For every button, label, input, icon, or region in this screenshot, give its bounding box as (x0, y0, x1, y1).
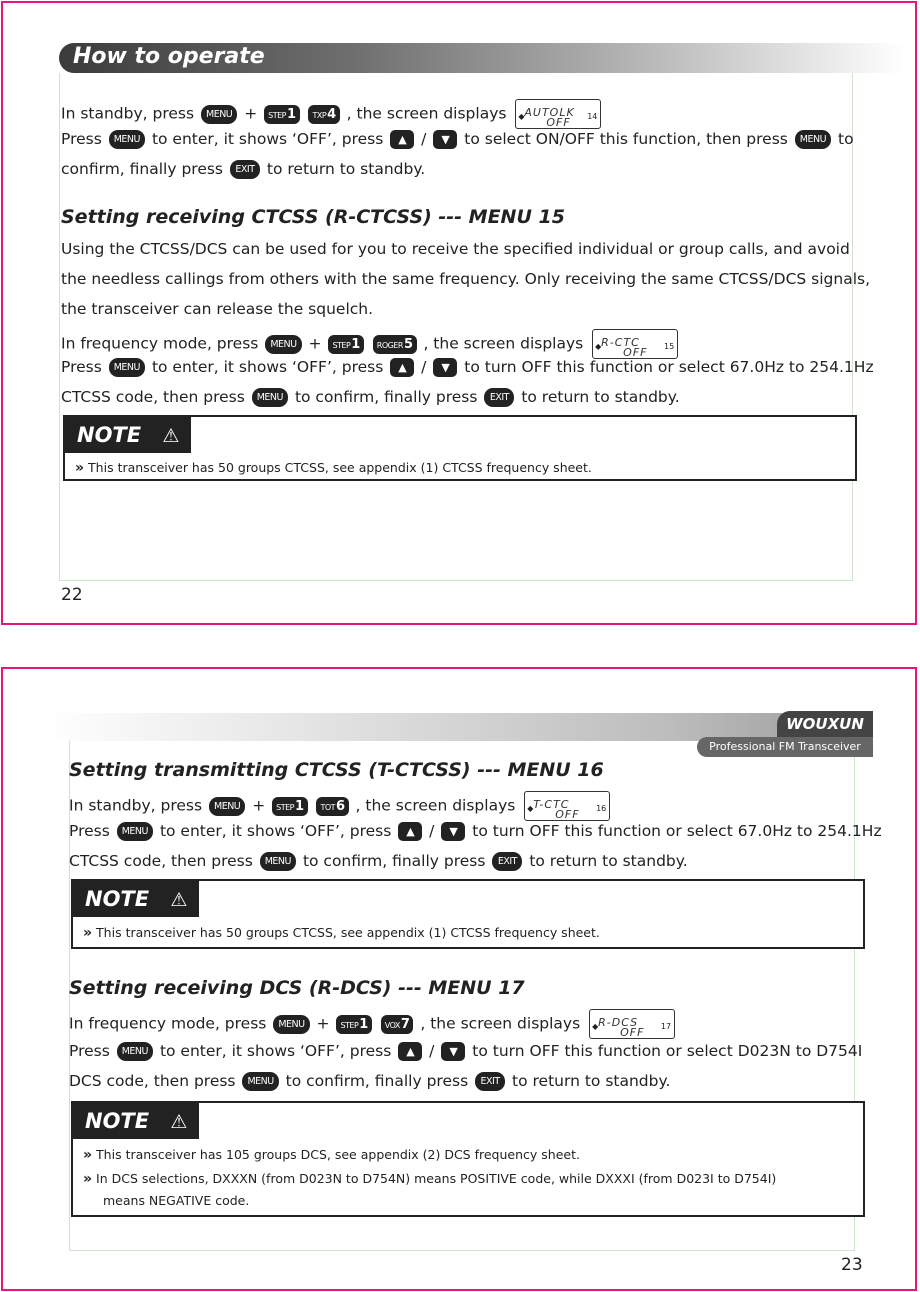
lcd-display-r-dcs (589, 1009, 675, 1039)
step-1-key-icon (272, 797, 307, 816)
key-digit: 4 (327, 106, 336, 122)
up-arrow-key-icon: ▲ (390, 130, 414, 149)
menu-key-icon: MENU (242, 1072, 278, 1091)
key-label: TOT (320, 802, 336, 812)
roger-5-key-icon (373, 335, 417, 354)
note-box (71, 879, 865, 949)
t-ctcss-line-1 (69, 791, 610, 821)
text: to select ON/OFF this function, then press (464, 130, 788, 148)
note-box (63, 415, 857, 481)
lcd-display-r-ctcss (592, 329, 678, 359)
vox-7-key-icon (381, 1015, 414, 1034)
step-1-key-icon (264, 105, 299, 124)
text: to return to standby. (529, 852, 688, 870)
note-box (71, 1101, 865, 1217)
text: In standby, press (61, 104, 195, 123)
menu-key-icon: MENU (201, 105, 237, 124)
key-label: STEP (276, 802, 294, 812)
key-label: STEP (332, 340, 351, 350)
menu-key-icon: MENU (209, 797, 245, 816)
key-digit: 1 (359, 1016, 368, 1032)
section-heading-r-ctcss: Setting receiving CTCSS (R-CTCSS) --- MENU 15 (61, 206, 565, 228)
r-ctcss-line-3 (61, 387, 680, 407)
text: Press (69, 1042, 110, 1060)
lcd-menu-number: 14 (587, 112, 598, 121)
up-arrow-key-icon: ▲ (390, 358, 414, 377)
note-title (73, 881, 199, 917)
autolock-line-2 (61, 129, 854, 149)
r-ctcss-paragraph-1: Using the CTCSS/DCS can be used for you to receive the specified individual or group calls, and avoid (61, 240, 850, 258)
lcd-indicator-icon: ◆ (592, 1022, 599, 1031)
text: In standby, press (69, 796, 203, 815)
section-heading-r-dcs: Setting receiving DCS (R-DCS) --- MENU 17 (69, 977, 525, 999)
lcd-top-text: R-CTC (601, 336, 640, 349)
text: , the screen displays (355, 796, 516, 815)
menu-key-icon: MENU (117, 822, 153, 841)
exit-key-icon: EXIT (230, 160, 260, 179)
wouxun-logo: WOUXUN (777, 711, 873, 737)
menu-key-icon: MENU (273, 1015, 309, 1034)
lcd-bottom-text: OFF (555, 808, 580, 821)
text: , the screen displays (346, 104, 507, 123)
note-item-text: This transceiver has 105 groups DCS, see appendix (2) DCS frequency sheet. (96, 1147, 580, 1162)
text: to confirm, finally press (285, 1072, 469, 1090)
slash: / (429, 1042, 435, 1060)
lcd-top-text: AUTOLK (524, 106, 575, 119)
exit-key-icon: EXIT (484, 388, 514, 407)
key-label: STEP (268, 110, 286, 120)
autolock-line-1 (61, 99, 601, 129)
key-digit: 5 (403, 336, 413, 352)
text: to turn OFF this function or select 67.0Hz to 254.1Hz (464, 358, 874, 376)
note-item-text: In DCS selections, DXXXN (from D023N to D754N) means POSITIVE code, while DXXXI (from D023I to D754I) (96, 1171, 777, 1186)
note-item (83, 1147, 580, 1163)
menu-key-icon: MENU (252, 388, 288, 407)
menu-key-icon: MENU (117, 1042, 153, 1061)
menu-key-icon: MENU (109, 130, 145, 149)
text: , the screen displays (423, 334, 584, 353)
chevron-right-icon: » (83, 925, 93, 941)
note-item-text: This transceiver has 50 groups CTCSS, see appendix (1) CTCSS frequency sheet. (88, 460, 592, 475)
step-1-key-icon (328, 335, 363, 354)
lcd-display-t-ctcss (524, 791, 610, 821)
up-arrow-key-icon: ▲ (398, 822, 422, 841)
key-label: ROGER (376, 340, 403, 350)
r-dcs-line-1 (69, 1009, 675, 1039)
note-title (73, 1103, 199, 1139)
text: DCS code, then press (69, 1072, 236, 1090)
key-digit: 6 (336, 798, 345, 814)
warning-icon: ⚠ (162, 425, 180, 447)
step-1-key-icon (336, 1015, 371, 1034)
note-title-text: NOTE (85, 1109, 150, 1133)
text: to return to standby. (512, 1072, 671, 1090)
r-ctcss-line-2 (61, 357, 874, 377)
text: to enter, it shows ‘OFF’, press (151, 358, 384, 376)
lcd-menu-number: 15 (663, 342, 675, 351)
manual-page-22 (1, 1, 917, 625)
text: , the screen displays (420, 1014, 581, 1033)
lcd-display-autolock (515, 99, 601, 129)
t-ctcss-line-2 (69, 821, 882, 841)
text: to enter, it shows ‘OFF’, press (159, 1042, 392, 1060)
text: to return to standby. (266, 160, 426, 178)
note-item (83, 925, 600, 941)
menu-key-icon: MENU (109, 358, 145, 377)
r-dcs-line-2 (69, 1041, 862, 1061)
r-ctcss-paragraph-3: the transceiver can release the squelch. (61, 300, 374, 318)
text: CTCSS code, then press (69, 852, 253, 870)
slash: / (421, 358, 427, 376)
lcd-indicator-icon: ◆ (527, 804, 534, 813)
text: to confirm, finally press (302, 852, 486, 870)
lcd-top-text: T-CTC (533, 798, 570, 811)
text: confirm, finally press (61, 160, 224, 178)
plus-sign: + (316, 1014, 330, 1033)
autolock-line-3 (61, 159, 425, 179)
note-item-text: This transceiver has 50 groups CTCSS, see appendix (1) CTCSS frequency sheet. (96, 925, 600, 940)
text: to enter, it shows ‘OFF’, press (151, 130, 384, 148)
manual-page-23 (1, 667, 917, 1291)
down-arrow-key-icon: ▼ (441, 822, 465, 841)
t-ctcss-line-3 (69, 851, 688, 871)
text: Press (69, 822, 110, 840)
slash: / (429, 822, 435, 840)
brand-tagline: Professional FM Transceiver (697, 737, 873, 757)
up-arrow-key-icon: ▲ (398, 1042, 422, 1061)
r-dcs-line-3 (69, 1071, 670, 1091)
key-label: TXP (312, 110, 327, 120)
lcd-bottom-text: OFF (546, 116, 571, 129)
section-banner (59, 43, 905, 73)
plus-sign: + (308, 334, 322, 353)
key-digit: 1 (286, 106, 296, 122)
key-label: VOX (384, 1020, 400, 1030)
lcd-menu-number: 16 (596, 804, 607, 813)
page-number: 22 (61, 585, 83, 605)
text: CTCSS code, then press (61, 388, 245, 406)
note-title-text: NOTE (85, 887, 150, 911)
r-ctcss-paragraph-2: the needless callings from others with the same frequency. Only receiving the same CTCSS/DCS signals, (61, 270, 871, 288)
note-title-text: NOTE (77, 423, 142, 447)
note-item-continuation: means NEGATIVE code. (103, 1193, 250, 1208)
section-heading-t-ctcss: Setting transmitting CTCSS (T-CTCSS) --- MENU 16 (69, 759, 604, 781)
tot-6-key-icon (316, 797, 348, 816)
lcd-menu-number: 17 (660, 1022, 672, 1031)
chevron-right-icon: » (83, 1147, 93, 1163)
lcd-indicator-icon: ◆ (518, 112, 525, 121)
exit-key-icon: EXIT (492, 852, 522, 871)
lcd-top-text: R-DCS (598, 1016, 639, 1029)
down-arrow-key-icon: ▼ (441, 1042, 465, 1061)
menu-key-icon: MENU (795, 130, 831, 149)
text: to enter, it shows ‘OFF’, press (159, 822, 392, 840)
down-arrow-key-icon: ▼ (433, 130, 457, 149)
lcd-bottom-text: OFF (620, 1026, 645, 1039)
note-item (83, 1171, 776, 1187)
text: Press (61, 358, 102, 376)
menu-key-icon: MENU (260, 852, 296, 871)
text: to (838, 130, 854, 148)
exit-key-icon: EXIT (475, 1072, 505, 1091)
banner-title: How to operate (73, 44, 265, 69)
chevron-right-icon: » (75, 460, 85, 476)
key-label: STEP (340, 1020, 359, 1030)
page-number: 23 (841, 1255, 863, 1275)
menu-key-icon: MENU (265, 335, 301, 354)
text: Press (61, 130, 102, 148)
text: to turn OFF this function or select 67.0Hz to 254.1Hz (472, 822, 882, 840)
txp-4-key-icon (308, 105, 339, 124)
down-arrow-key-icon: ▼ (433, 358, 457, 377)
brand-logo (697, 711, 873, 757)
warning-icon: ⚠ (170, 1111, 188, 1133)
note-item (75, 460, 592, 476)
note-title (65, 417, 191, 453)
key-digit: 1 (294, 798, 304, 814)
text: to return to standby. (521, 388, 680, 406)
content-guide-frame (59, 73, 853, 581)
chevron-right-icon: » (83, 1171, 93, 1187)
r-ctcss-line-1 (61, 329, 678, 359)
text: In frequency mode, press (69, 1014, 267, 1033)
key-digit: 7 (400, 1016, 410, 1032)
plus-sign: + (252, 796, 266, 815)
key-digit: 1 (351, 336, 360, 352)
lcd-indicator-icon: ◆ (595, 342, 602, 351)
warning-icon: ⚠ (170, 889, 188, 911)
lcd-bottom-text: OFF (623, 346, 648, 359)
slash: / (421, 130, 427, 148)
text: to confirm, finally press (294, 388, 478, 406)
text: to turn OFF this function or select D023N to D754I (472, 1042, 863, 1060)
text: In frequency mode, press (61, 334, 259, 353)
plus-sign: + (244, 104, 258, 123)
